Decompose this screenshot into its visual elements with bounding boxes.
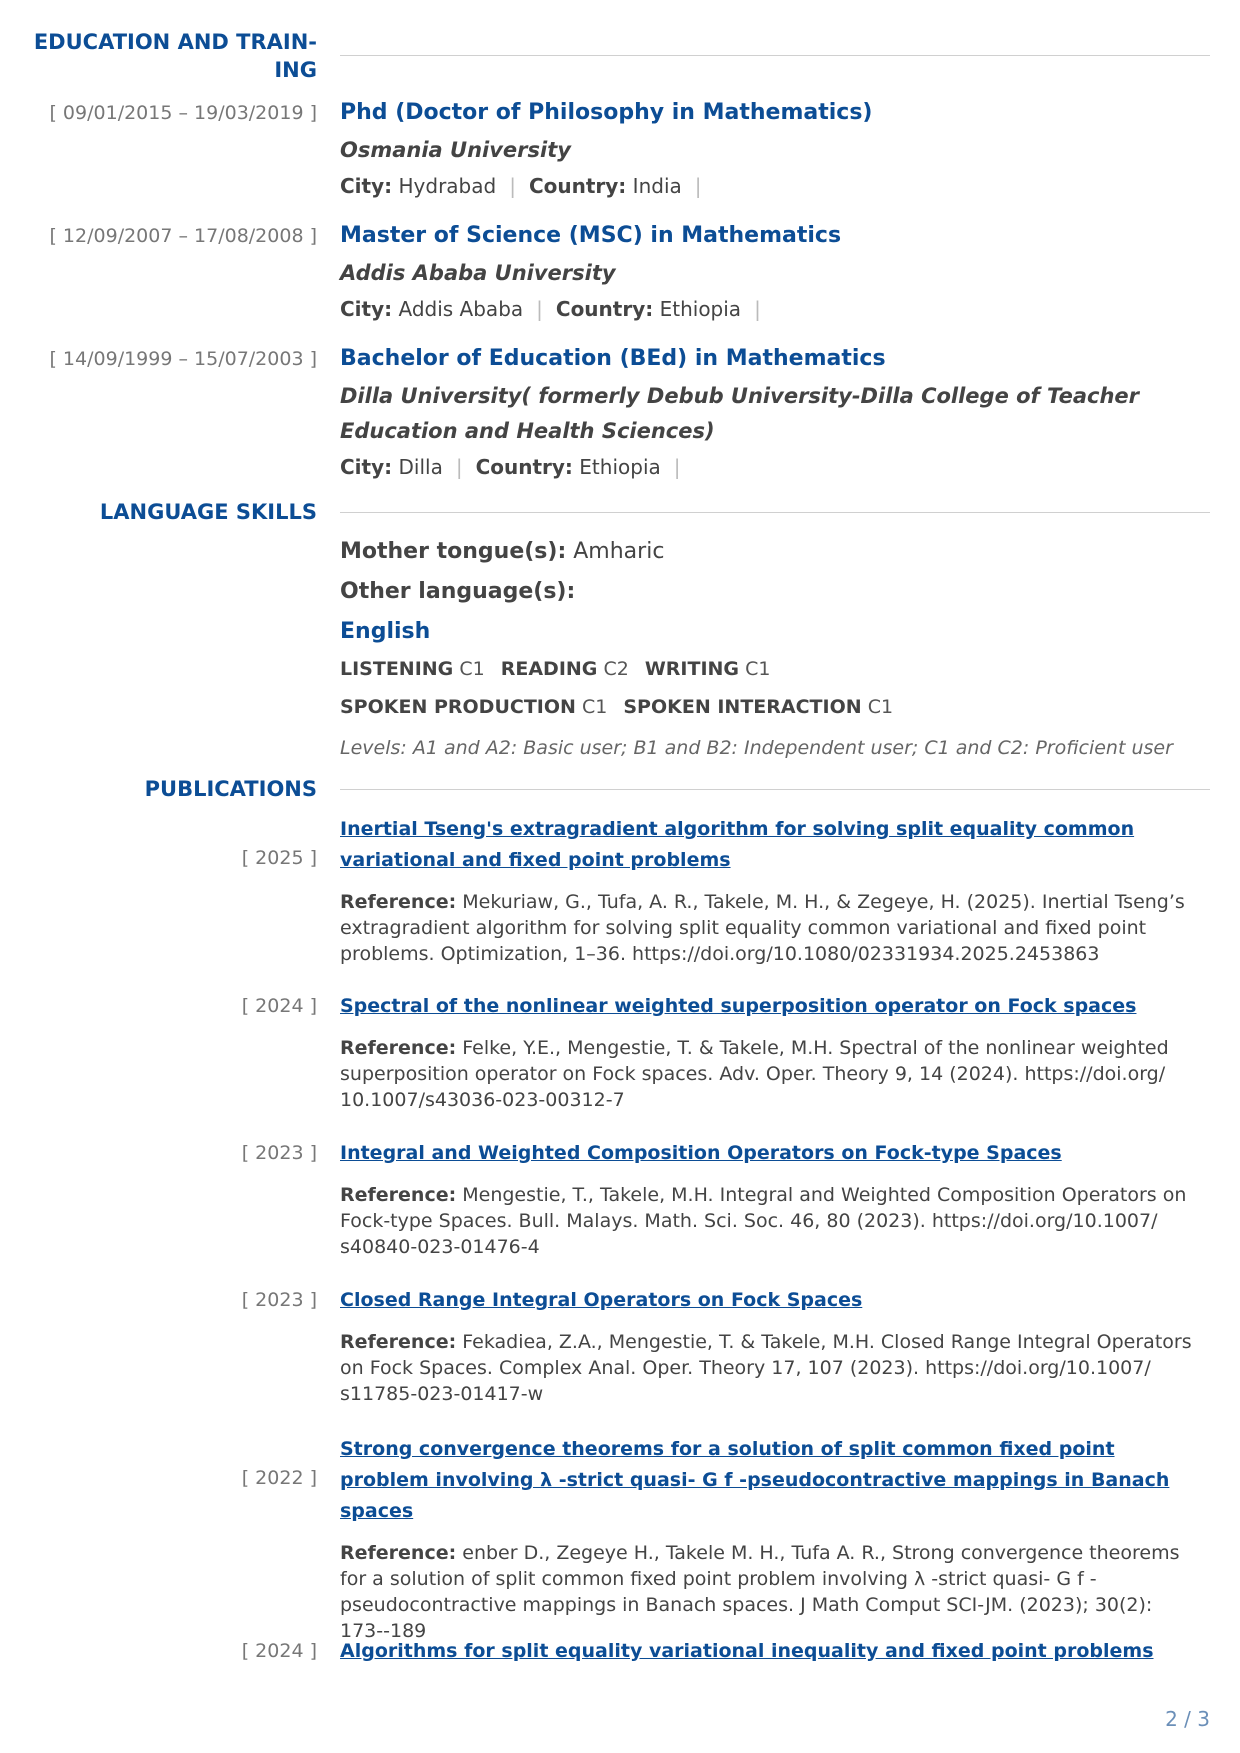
separator: | xyxy=(673,455,681,479)
reference-text: enber D., Zegeye H., Takele M. H., Tufa A. R., Strong convergence theorems for a solution of split common fixed point problem involving λ -strict quasi- G f - pseudocontractive mappings in Banach spaces. J Math Comput SCI-JM. (2023); 30(2): 173--189 xyxy=(340,1542,1180,1642)
language-block xyxy=(340,537,1200,761)
publication-item xyxy=(340,1434,1200,1644)
country-label: Country: xyxy=(555,297,654,321)
degree-title: Phd (Doctor of Philosophy in Mathematics) xyxy=(340,100,873,125)
listening-label: LISTENING xyxy=(340,658,454,680)
reference-text: Mekuriaw, G., Tufa, A. R., Takele, M. H., & Zegeye, H. (2025). Inertial Tseng’s extragradient algorithm for solving split equality common variational and fixed point problems. Optimization, 1–36. https://doi.org/10.1080/02331934.2025.2453863 xyxy=(340,891,1185,965)
publication-year: [ 2022 ] xyxy=(241,1467,317,1489)
publication-title-link[interactable]: Strong convergence theorems for a solution of split common fixed point problem involving λ -strict quasi- G f -pseudocontractive mappings in Banach spaces xyxy=(340,1438,1170,1522)
education-location xyxy=(340,295,1200,323)
city-label: City: xyxy=(340,297,393,321)
language-skills-row xyxy=(340,693,1200,721)
institution-name: Addis Ababa University xyxy=(340,261,616,285)
reference-label: Reference: xyxy=(340,1331,457,1353)
spoken-production-level: C1 xyxy=(581,696,608,718)
publication-year: [ 2023 ] xyxy=(241,1142,317,1164)
section-divider xyxy=(340,512,1210,513)
levels-legend: Levels: A1 and A2: Basic user; B1 and B2: Independent user; C1 and C2: Proficient user xyxy=(340,737,1173,759)
mother-tongue-value: Amharic xyxy=(573,539,665,564)
reference-label: Reference: xyxy=(340,891,457,913)
language-name: English xyxy=(340,619,431,644)
country-value: India xyxy=(632,174,682,198)
publication-item xyxy=(340,1285,1200,1407)
reference-label: Reference: xyxy=(340,1037,457,1059)
reference-text: Fekadiea, Z.A., Mengestie, T. & Takele, M.H. Closed Range Integral Operators on Fock Spaces. Complex Anal. Oper. Theory 17, 107 (2023). https://doi.org/10.1007/ s11785-023-01417-w xyxy=(340,1331,1192,1405)
city-label: City: xyxy=(340,455,393,479)
publication-item xyxy=(340,1636,1200,1667)
publication-title-link[interactable]: Inertial Tseng's extragradient algorithm for solving split equality common variational and fixed point problems xyxy=(340,818,1135,871)
publication-title-link[interactable]: Integral and Weighted Composition Operators on Fock-type Spaces xyxy=(340,1142,1062,1164)
publication-year: [ 2024 ] xyxy=(241,1640,317,1662)
institution-name: Osmania University xyxy=(340,138,571,162)
education-dates: [ 09/01/2015 – 19/03/2019 ] xyxy=(49,102,317,124)
publication-year: [ 2023 ] xyxy=(241,1289,317,1311)
publication-reference xyxy=(340,1182,1200,1260)
education-dates: [ 14/09/1999 – 15/07/2003 ] xyxy=(49,348,317,370)
writing-level: C1 xyxy=(745,658,771,680)
degree-title: Master of Science (MSC) in Mathematics xyxy=(340,223,842,248)
education-location xyxy=(340,172,1200,200)
separator: | xyxy=(754,297,761,321)
city-value: Hydrabad xyxy=(398,174,497,198)
education-location xyxy=(340,453,1200,481)
mother-tongue xyxy=(340,537,1200,567)
section-divider xyxy=(340,55,1210,56)
reference-label: Reference: xyxy=(340,1542,457,1564)
section-heading-publications: PUBLICATIONS xyxy=(144,777,317,801)
publication-reference xyxy=(340,889,1200,967)
section-heading-languages: LANGUAGE SKILLS xyxy=(99,500,317,524)
city-label: City: xyxy=(340,174,393,198)
listening-level: C1 xyxy=(459,658,485,680)
reading-level: C2 xyxy=(603,658,629,680)
city-value: Addis Ababa xyxy=(398,297,524,321)
separator: | xyxy=(509,174,516,198)
reference-label: Reference: xyxy=(340,1184,457,1206)
country-label: Country: xyxy=(528,174,627,198)
publication-reference xyxy=(340,1540,1200,1644)
separator: | xyxy=(694,174,702,198)
publication-item xyxy=(340,991,1200,1113)
reading-label: READING xyxy=(500,658,598,680)
publication-title-link[interactable]: Closed Range Integral Operators on Fock Spaces xyxy=(340,1289,863,1311)
spoken-interaction-level: C1 xyxy=(867,696,894,718)
publication-reference xyxy=(340,1329,1200,1407)
language-skills-row xyxy=(340,655,1200,683)
country-value: Ethiopia xyxy=(659,297,742,321)
country-value: Ethiopia xyxy=(579,455,661,479)
section-heading-education: EDUCATION AND TRAIN- ING xyxy=(33,30,317,82)
publication-reference xyxy=(340,1035,1200,1113)
publication-title-link[interactable]: Algorithms for split equality variational inequality and fixed point problems xyxy=(340,1640,1154,1662)
publication-item xyxy=(340,1138,1200,1260)
institution-name: Dilla University( formerly Debub University-Dilla College of Teacher Education and Health Sciences) xyxy=(340,384,1140,443)
mother-tongue-label: Mother tongue(s): xyxy=(340,539,567,564)
publication-year: [ 2024 ] xyxy=(241,995,317,1017)
reference-text: Felke, Y.E., Mengestie, T. & Takele, M.H. Spectral of the nonlinear weighted superposition operator on Fock spaces. Adv. Oper. Theory 9, 14 (2024). https://doi.org/ 10.1007/s43036-023-00312-7 xyxy=(340,1037,1169,1111)
writing-label: WRITING xyxy=(644,658,740,680)
country-label: Country: xyxy=(475,455,573,479)
publication-title-link[interactable]: Spectral of the nonlinear weighted superposition operator on Fock spaces xyxy=(340,995,1137,1017)
other-languages-label: Other language(s): xyxy=(340,579,576,604)
section-divider xyxy=(340,789,1210,790)
spoken-interaction-label: SPOKEN INTERACTION xyxy=(623,696,862,718)
separator: | xyxy=(455,455,463,479)
publication-year: [ 2025 ] xyxy=(241,847,317,869)
publication-item xyxy=(340,814,1200,967)
separator: | xyxy=(536,297,543,321)
city-value: Dilla xyxy=(398,455,443,479)
degree-title: Bachelor of Education (BEd) in Mathematics xyxy=(340,346,886,371)
page-number: 2 / 3 xyxy=(1165,1707,1210,1731)
spoken-production-label: SPOKEN PRODUCTION xyxy=(340,696,576,718)
reference-text: Mengestie, T., Takele, M.H. Integral and Weighted Composition Operators on Fock-type Spaces. Bull. Malays. Math. Sci. Soc. 46, 80 (2023). https://doi.org/10.1007/ s40840-023-01476-4 xyxy=(340,1184,1187,1258)
education-dates: [ 12/09/2007 – 17/08/2008 ] xyxy=(49,225,317,247)
